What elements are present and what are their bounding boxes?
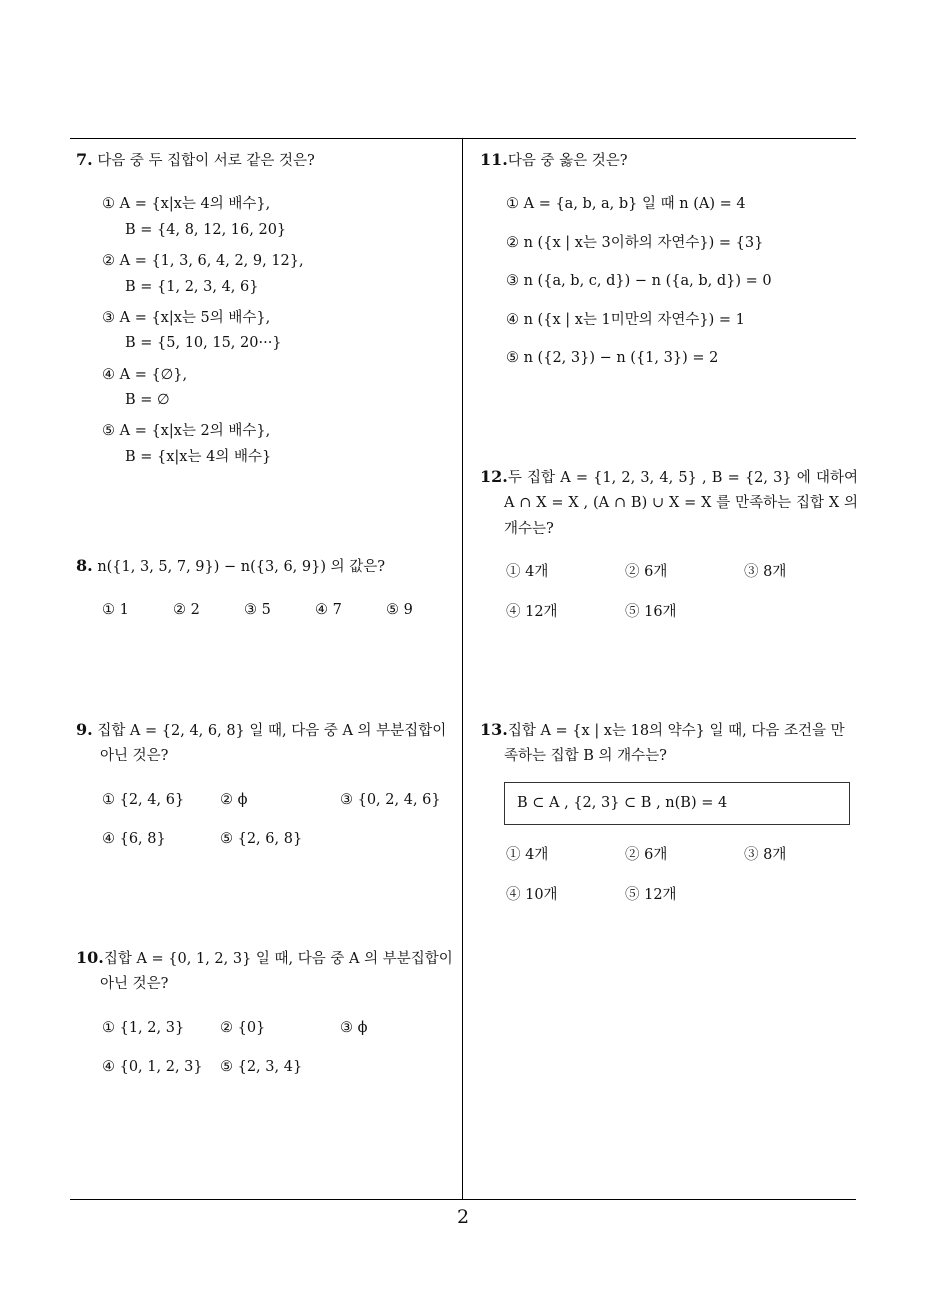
option-4[interactable]: ④ {6, 8} <box>102 831 166 848</box>
column-divider <box>462 138 463 1200</box>
option-2[interactable]: ② 6개 <box>625 564 668 581</box>
question-9-options <box>76 788 456 853</box>
option-3[interactable]: ③ 8개 <box>744 564 787 581</box>
option-1[interactable]: ① 1 <box>102 602 129 619</box>
question-10 <box>76 944 456 1095</box>
question-11 <box>480 146 860 377</box>
option-4[interactable]: ④ {0, 1, 2, 3} <box>102 1059 203 1076</box>
option-4[interactable]: ④ 10개 <box>506 886 558 903</box>
option-2[interactable]: ② {0} <box>220 1019 266 1036</box>
option-1[interactable]: ① A = {a, b, a, b} 일 때 n (A) = 4 <box>506 196 746 213</box>
option-3[interactable]: ③ 8개 <box>744 847 787 864</box>
option-5[interactable]: ⑤ n ({2, 3}) − n ({1, 3}) = 2 <box>506 349 719 366</box>
question-13 <box>480 716 858 922</box>
question-7-stem: 7. 다음 중 두 집합이 서로 같은 것은? <box>76 150 315 169</box>
option-1[interactable]: ① A = {x|x는 4의 배수}, B = {4, 8, 12, 16, 20} <box>102 196 287 238</box>
option-1[interactable]: ① {2, 4, 6} <box>102 791 185 808</box>
option-3[interactable]: ③ 5 <box>244 602 271 619</box>
question-11-stem: 11.다음 중 옳은 것은? <box>480 150 628 169</box>
question-number: 9. <box>76 720 93 739</box>
question-12-options <box>480 560 858 625</box>
question-9 <box>76 716 456 867</box>
option-4[interactable]: ④ 7 <box>315 602 342 619</box>
question-number: 10. <box>76 948 104 967</box>
question-number: 8. <box>76 556 93 575</box>
question-number: 11. <box>480 150 508 169</box>
option-4[interactable]: ④ 12개 <box>506 603 558 620</box>
top-rule <box>70 138 856 139</box>
option-3[interactable]: ③ A = {x|x는 5의 배수}, B = {5, 10, 15, 20···} <box>102 309 282 352</box>
option-1[interactable]: ① {1, 2, 3} <box>102 1019 185 1036</box>
option-3[interactable]: ③ ϕ <box>340 1019 368 1036</box>
option-2[interactable]: ② 2 <box>173 602 200 619</box>
option-2[interactable]: ② A = {1, 3, 6, 4, 2, 9, 12}, B = {1, 2, 3, 4, 6} <box>102 253 304 295</box>
page-number: 2 <box>456 1206 470 1228</box>
question-number: 12. <box>480 467 508 486</box>
option-5[interactable]: ⑤ A = {x|x는 2의 배수}, B = {x|x는 4의 배수} <box>102 423 272 465</box>
option-5[interactable]: ⑤ {2, 3, 4} <box>220 1059 303 1076</box>
question-8 <box>76 552 456 638</box>
option-1[interactable]: ① 4개 <box>506 847 549 864</box>
question-11-options <box>480 192 860 371</box>
question-8-options <box>76 598 456 623</box>
option-5[interactable]: ⑤ 16개 <box>625 603 677 620</box>
option-5[interactable]: ⑤ 9 <box>386 602 413 619</box>
question-8-stem: 8. n({1, 3, 5, 7, 9}) − n({3, 6, 9}) 의 값은? <box>76 556 386 575</box>
question-7-options <box>76 192 456 470</box>
question-12-stem: 12.두 집합 A = {1, 2, 3, 4, 5} , B = {2, 3} 에 대하여 A ∩ X = X , (A ∩ B) ∪ X = X 를 만족하는 집합 X 의 개수는? <box>480 467 858 537</box>
option-1[interactable]: ① 4개 <box>506 564 549 581</box>
condition-box: B ⊂ A , {2, 3} ⊂ B , n(B) = 4 <box>504 782 850 825</box>
question-10-stem: 10.집합 A = {0, 1, 2, 3} 일 때, 다음 중 A 의 부분집합이 아닌 것은? <box>76 948 453 993</box>
option-5[interactable]: ⑤ 12개 <box>625 886 677 903</box>
option-4[interactable]: ④ A = {∅}, B = ∅ <box>102 366 188 408</box>
option-5[interactable]: ⑤ {2, 6, 8} <box>220 831 303 848</box>
question-number: 7. <box>76 150 93 169</box>
question-12 <box>480 463 858 639</box>
option-2[interactable]: ② n ({x | x는 3이하의 자연수}) = {3} <box>506 234 764 251</box>
option-4[interactable]: ④ n ({x | x는 1미만의 자연수}) = 1 <box>506 311 745 328</box>
option-2[interactable]: ② ϕ <box>220 791 248 808</box>
option-3[interactable]: ③ n ({a, b, c, d}) − n ({a, b, d}) = 0 <box>506 273 772 290</box>
question-7 <box>76 146 456 476</box>
question-10-options <box>76 1016 456 1081</box>
option-2[interactable]: ② 6개 <box>625 847 668 864</box>
bottom-rule <box>70 1199 856 1200</box>
question-9-stem: 9. 집합 A = {2, 4, 6, 8} 일 때, 다음 중 A 의 부분집합이 아닌 것은? <box>76 720 447 765</box>
question-number: 13. <box>480 720 508 739</box>
question-13-stem: 13.집합 A = {x | x는 18의 약수} 일 때, 다음 조건을 만족하는 집합 B 의 개수는? <box>480 720 845 765</box>
question-13-options <box>480 843 858 908</box>
option-3[interactable]: ③ {0, 2, 4, 6} <box>340 791 441 808</box>
